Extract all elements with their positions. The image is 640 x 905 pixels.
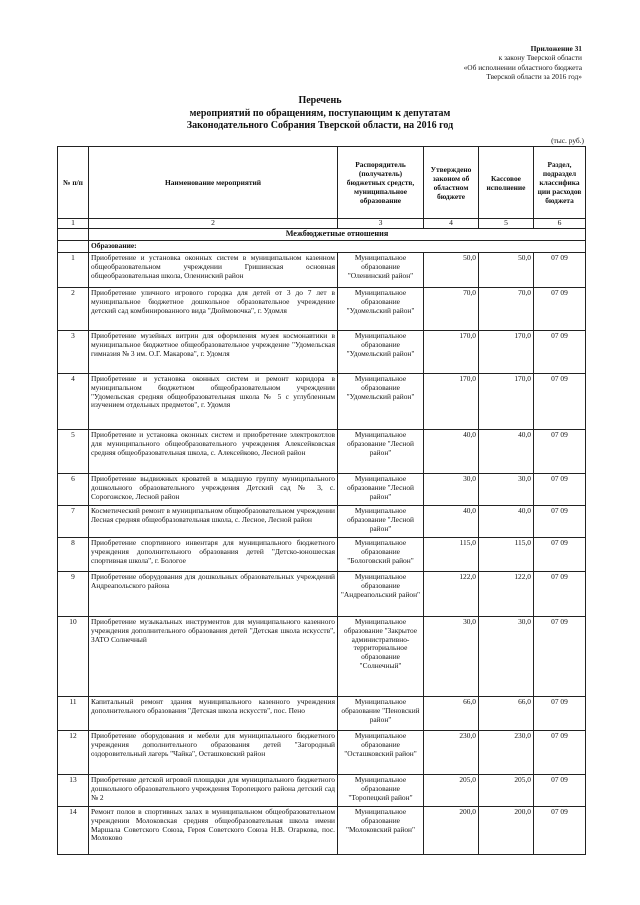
approved-amount: 66,0 <box>424 696 479 730</box>
header-name: Наименование мероприятий <box>89 147 338 219</box>
approved-amount: 200,0 <box>424 806 479 854</box>
budget-code: 07 09 <box>534 429 586 473</box>
executed-amount: 170,0 <box>479 330 534 373</box>
recipient: Муниципальное образование "Молоковский район" <box>338 806 424 854</box>
approved-amount: 122,0 <box>424 571 479 616</box>
approved-amount: 70,0 <box>424 287 479 330</box>
measure-name: Приобретение детской игровой площадки для муниципального бюджетного дошкольного образовательного учреждения Торопецкого района детский сад № 2 <box>89 774 338 806</box>
executed-amount: 50,0 <box>479 252 534 287</box>
table-row <box>58 730 586 774</box>
table-row <box>58 330 586 373</box>
executed-amount: 40,0 <box>479 429 534 473</box>
column-number: 6 <box>534 219 586 229</box>
row-number: 11 <box>58 696 89 730</box>
row-number: 9 <box>58 571 89 616</box>
header-executed: Кассовое исполнение <box>479 147 534 219</box>
approved-amount: 40,0 <box>424 505 479 537</box>
table-row <box>58 571 586 616</box>
budget-code: 07 09 <box>534 473 586 505</box>
recipient: Муниципальное образование "Торопецкий район" <box>338 774 424 806</box>
header-approved: Утверждено законом об областном бюджете <box>424 147 479 219</box>
recipient: Муниципальное образование "Удомельский район" <box>338 330 424 373</box>
executed-amount: 30,0 <box>479 616 534 696</box>
measure-name: Приобретение спортивного инвентаря для муниципального бюджетного учреждения дополнительного образования детей "Детско-юношеская спортивная школа", г. Бологое <box>89 537 338 571</box>
measure-name: Капитальный ремонт здания муниципального казенного учреждения дополнительного образования "Детская школа искусств", пос. Пено <box>89 696 338 730</box>
measure-name: Косметический ремонт в муниципальном общеобразовательном учреждении Лесная средняя общеобразовательная школа, с. Лесное, Лесной район <box>89 505 338 537</box>
measure-name: Приобретение и установка оконных систем в муниципальном казенном общеобразовательном учреждении Гришинская основная общеобразовательная школа, Оленинский район <box>89 252 338 287</box>
appendix-number: Приложение 31 <box>530 44 582 53</box>
executed-amount: 122,0 <box>479 571 534 616</box>
row-number: 1 <box>58 252 89 287</box>
executed-amount: 200,0 <box>479 806 534 854</box>
measure-name: Приобретение и установка оконных систем и приобретение электрокотлов для муниципального общеобразовательного учреждения Алексейковская средняя общеобразовательная школа, с. Алексейково, Лесной район <box>89 429 338 473</box>
table-header-row <box>58 147 586 219</box>
subsection-title: Образование: <box>89 240 586 252</box>
budget-code: 07 09 <box>534 373 586 429</box>
approved-amount: 115,0 <box>424 537 479 571</box>
table-row <box>58 373 586 429</box>
header-code: Раздел, подраздел классифика ции расходов бюджета <box>534 147 586 219</box>
recipient: Муниципальное образование "Бологовский район" <box>338 537 424 571</box>
recipient: Муниципальное образование "Лесной район" <box>338 429 424 473</box>
row-number: 14 <box>58 806 89 854</box>
measure-name: Приобретение выдвижных кроватей в младшую группу муниципального дошкольного образовательного учреждения Детский сад № 3, с. Сорогожское, Лесной район <box>89 473 338 505</box>
table-row <box>58 616 586 696</box>
measure-name: Ремонт полов в спортивных залах в муниципальном общеобразовательном учреждении Молоковская средняя общеобразовательная школа имени Маршала Советского Союза, Героя Советского Союза Н.В. Огаркова, пос. Молоково <box>89 806 338 854</box>
row-number: 12 <box>58 730 89 774</box>
recipient: Муниципальное образование "Оленинский район" <box>338 252 424 287</box>
row-number: 3 <box>58 330 89 373</box>
title-line-1: Перечень <box>298 95 342 106</box>
approved-amount: 50,0 <box>424 252 479 287</box>
approved-amount: 40,0 <box>424 429 479 473</box>
row-number: 13 <box>58 774 89 806</box>
measure-name: Приобретение музейных витрин для оформления музея космонавтики в муниципальное бюджетное общеобразовательное учреждение "Удомельская гимназия № 3 им. О.Г. Макарова", г. Удомля <box>89 330 338 373</box>
executed-amount: 66,0 <box>479 696 534 730</box>
budget-code: 07 09 <box>534 330 586 373</box>
measures-table <box>57 146 586 855</box>
recipient: Муниципальное образование "Закрытое административно-территориальное образование "Солнечный" <box>338 616 424 696</box>
row-number: 4 <box>58 373 89 429</box>
table-row <box>58 287 586 330</box>
budget-code: 07 09 <box>534 505 586 537</box>
row-number: 2 <box>58 287 89 330</box>
table-row <box>58 774 586 806</box>
approved-amount: 170,0 <box>424 330 479 373</box>
approved-amount: 205,0 <box>424 774 479 806</box>
budget-code: 07 09 <box>534 537 586 571</box>
recipient: Муниципальное образование "Пеновский район" <box>338 696 424 730</box>
row-number: 8 <box>58 537 89 571</box>
approved-amount: 230,0 <box>424 730 479 774</box>
column-numbers-row <box>58 219 586 229</box>
approved-amount: 30,0 <box>424 473 479 505</box>
column-number: 5 <box>479 219 534 229</box>
measure-name: Приобретение оборудования для дошкольных образовательных учреждений Андреапольского района <box>89 571 338 616</box>
budget-code: 07 09 <box>534 774 586 806</box>
recipient: Муниципальное образование "Удомельский район" <box>338 373 424 429</box>
header-recipient: Распорядитель (получатель) бюджетных средств, муниципальное образование <box>338 147 424 219</box>
table-row <box>58 505 586 537</box>
budget-code: 07 09 <box>534 571 586 616</box>
units-note: (тыс. руб.) <box>551 136 584 145</box>
table-row <box>58 537 586 571</box>
executed-amount: 70,0 <box>479 287 534 330</box>
budget-code: 07 09 <box>534 287 586 330</box>
executed-amount: 230,0 <box>479 730 534 774</box>
table-row <box>58 252 586 287</box>
measure-name: Приобретение оборудования и мебели для муниципального бюджетного учреждения дополнительного образования детей "Загородный оздоровительный лагерь "Чайка", Осташковский район <box>89 730 338 774</box>
budget-code: 07 09 <box>534 252 586 287</box>
appendix-law-year: Тверской области за 2016 год» <box>486 72 582 82</box>
row-number: 7 <box>58 505 89 537</box>
appendix-law-title: «Об исполнении областного бюджета <box>463 62 582 72</box>
recipient: Муниципальное образование "Лесной район" <box>338 505 424 537</box>
title-line-3: Законодательного Собрания Тверской области, на 2016 год <box>186 120 454 131</box>
executed-amount: 30,0 <box>479 473 534 505</box>
column-number: 4 <box>424 219 479 229</box>
recipient: Муниципальное образование "Андреапольский район" <box>338 571 424 616</box>
approved-amount: 170,0 <box>424 373 479 429</box>
executed-amount: 115,0 <box>479 537 534 571</box>
subsection-row <box>58 240 586 252</box>
table-row <box>58 696 586 730</box>
executed-amount: 205,0 <box>479 774 534 806</box>
row-number: 10 <box>58 616 89 696</box>
row-number: 6 <box>58 473 89 505</box>
column-number: 3 <box>338 219 424 229</box>
measure-name: Приобретение музыкальных инструментов для муниципального казенного учреждения дополнительного образования детей "Детская школа искусств", ЗАТО Солнечный <box>89 616 338 696</box>
table-row <box>58 429 586 473</box>
section-row <box>58 228 586 240</box>
recipient: Муниципальное образование "Удомельский район" <box>338 287 424 330</box>
appendix-header <box>464 44 582 82</box>
header-num: № п/п <box>58 147 89 219</box>
column-number: 2 <box>89 219 338 229</box>
measure-name: Приобретение и установка оконных систем и ремонт коридора в муниципальном бюджетном общеобразовательном учреждении "Удомельская средняя общеобразовательная школа № 5 с углубленным изучением отдельных предметов", г. Удомля <box>89 373 338 429</box>
column-number: 1 <box>58 219 89 229</box>
recipient: Муниципальное образование "Осташковский район" <box>338 730 424 774</box>
title-line-2: мероприятий по обращениям, поступающим к депутатам <box>189 107 451 119</box>
budget-code: 07 09 <box>534 730 586 774</box>
measure-name: Приобретение уличного игрового городка для детей от 3 до 7 лет в муниципальное бюджетное дошкольное образовательное учреждение детский сад комбинированного вида "Дюймовочка", г. Удомля <box>89 287 338 330</box>
recipient: Муниципальное образование "Лесной район" <box>338 473 424 505</box>
section-title: Межбюджетные отношения <box>89 228 586 240</box>
budget-code: 07 09 <box>534 616 586 696</box>
approved-amount: 30,0 <box>424 616 479 696</box>
executed-amount: 170,0 <box>479 373 534 429</box>
row-number: 5 <box>58 429 89 473</box>
appendix-law: к закону Тверской области <box>498 53 582 63</box>
budget-code: 07 09 <box>534 696 586 730</box>
table-row <box>58 473 586 505</box>
budget-code: 07 09 <box>534 806 586 854</box>
table-row <box>58 806 586 854</box>
executed-amount: 40,0 <box>479 505 534 537</box>
document-title <box>0 95 640 133</box>
